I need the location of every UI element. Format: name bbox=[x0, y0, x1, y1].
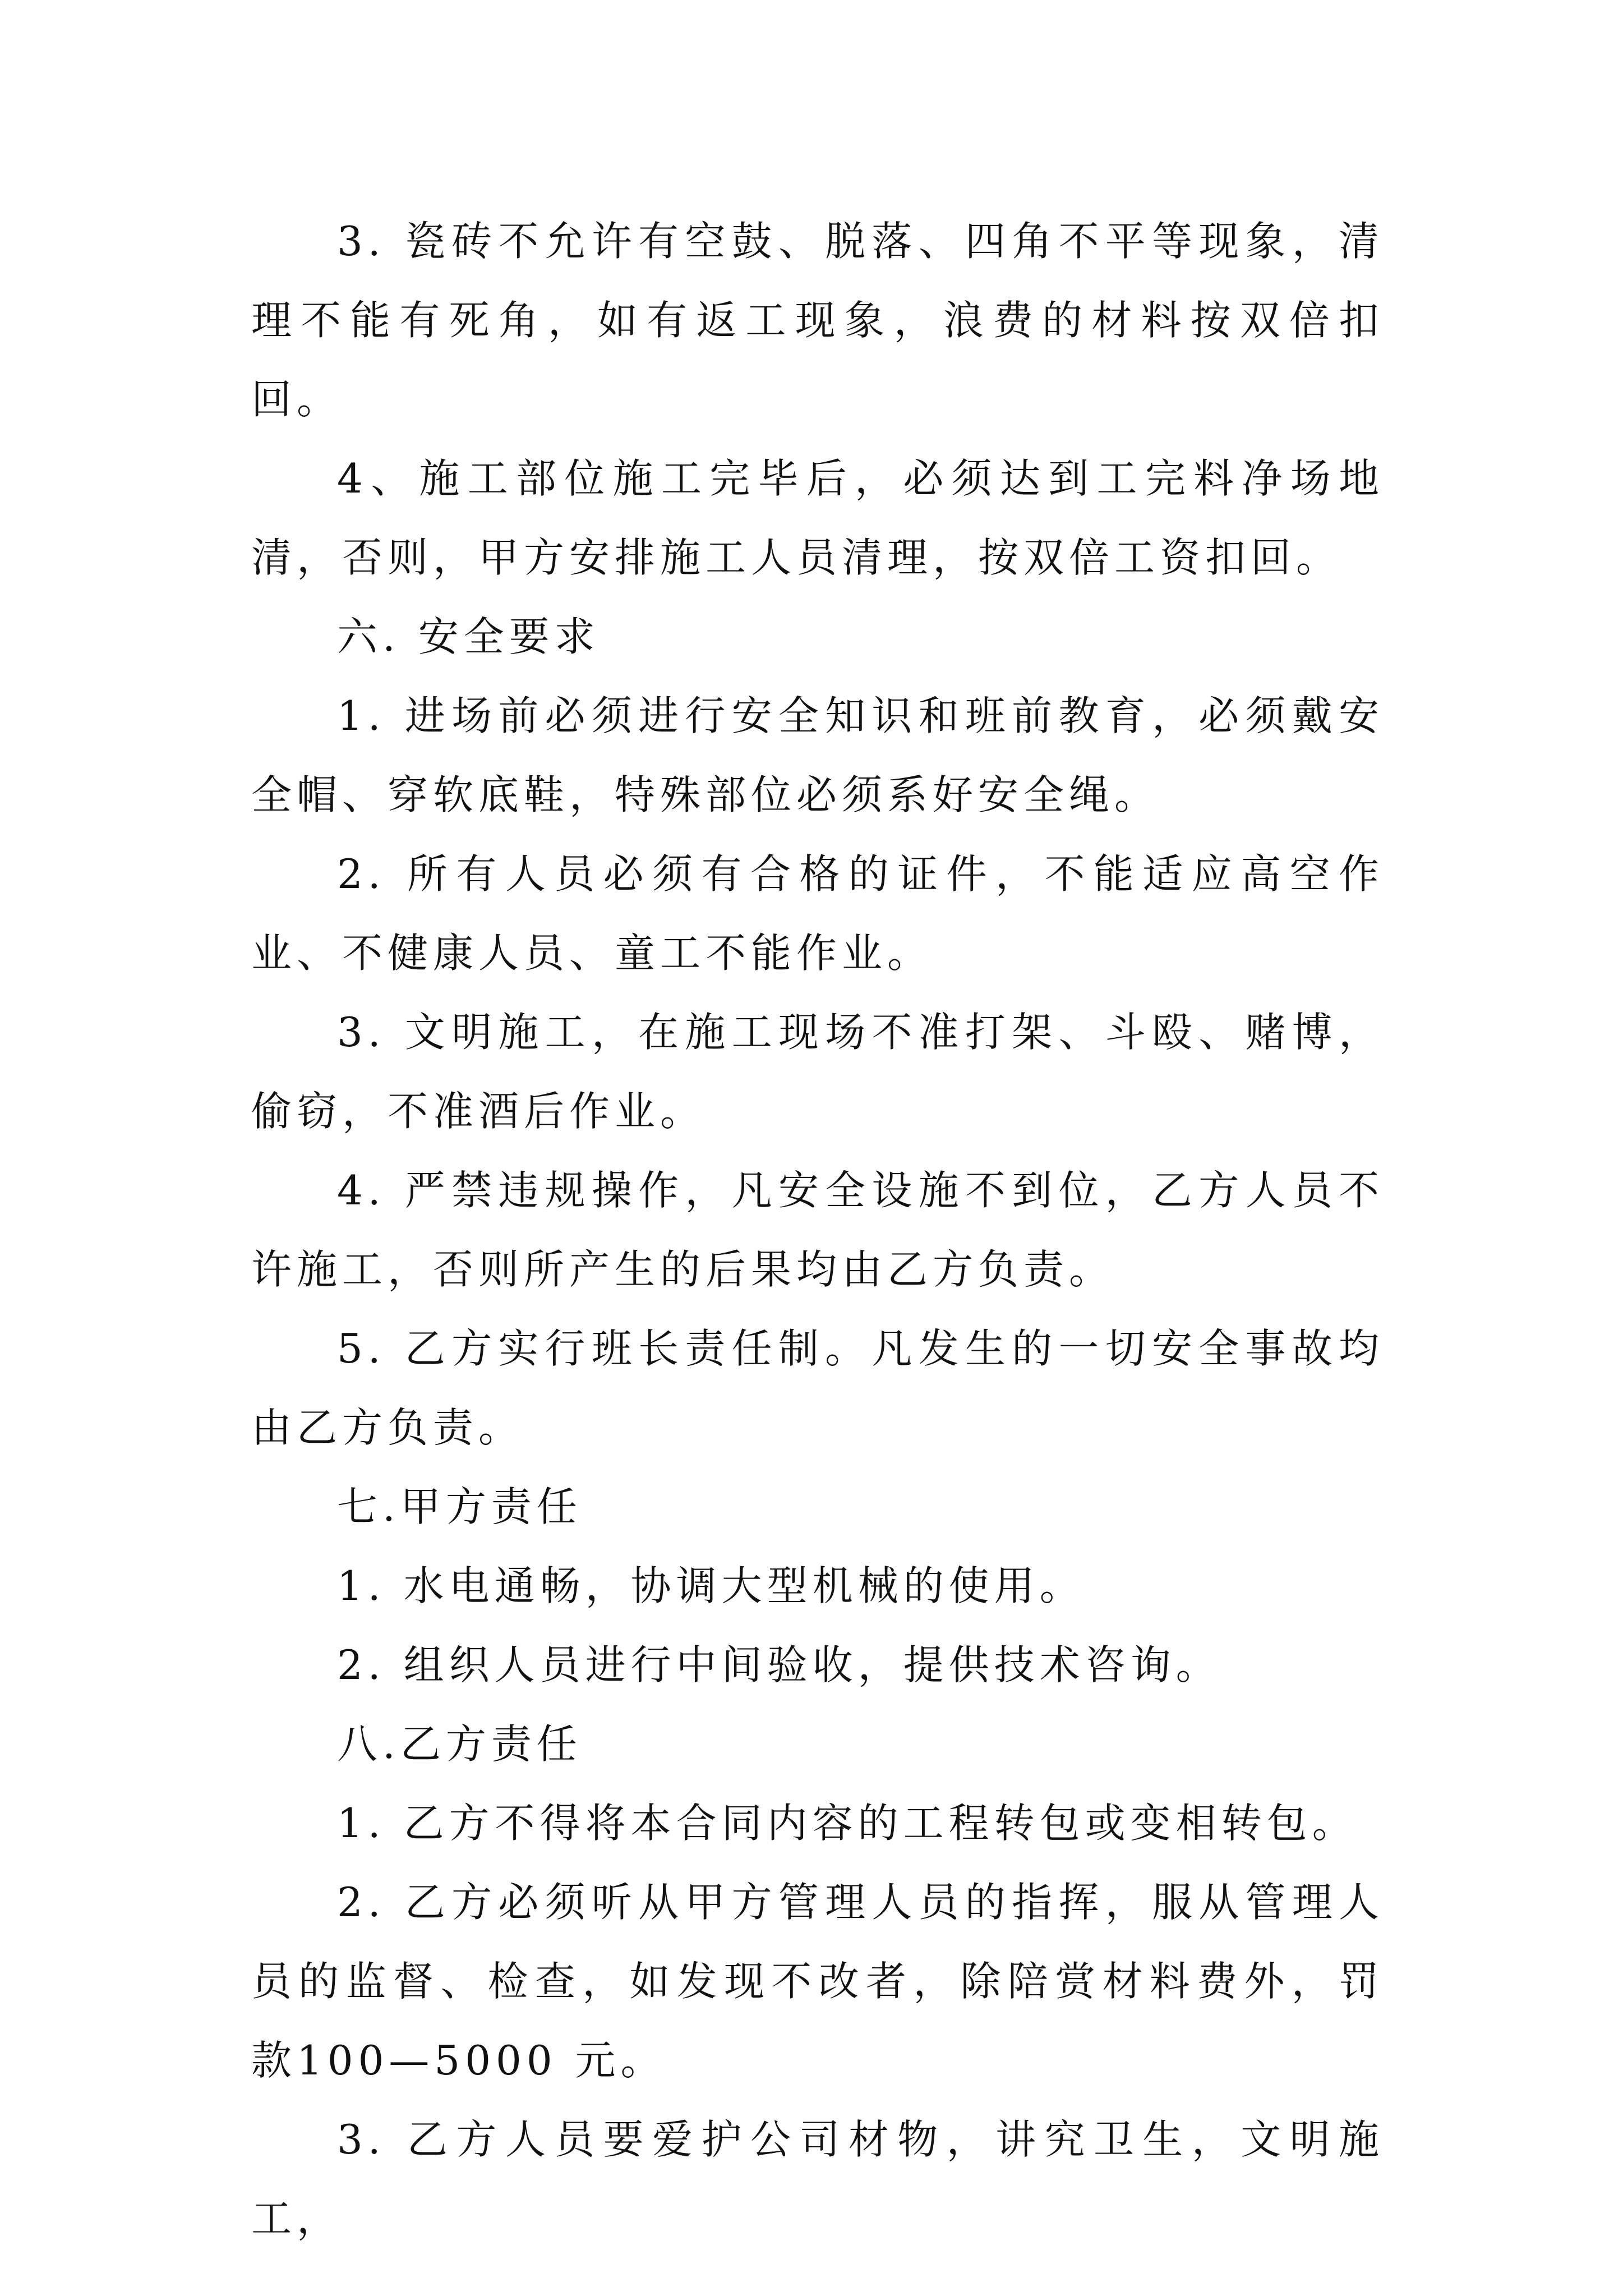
paragraph-no-violations: 4. 严禁违规操作，凡安全设施不到位，乙方人员不许施工，否则所产生的后果均由乙方负责。 bbox=[251, 1167, 1384, 1293]
paragraph-team-leader-responsibility: 5. 乙方实行班长责任制。凡发生的一切安全事故均由乙方负责。 bbox=[251, 1325, 1384, 1451]
paragraph-tile-requirements: 3. 瓷砖不允许有空鼓、脱落、四角不平等现象，清理不能有死角，如有返工现象，浪费的材料按双倍扣回。 bbox=[251, 218, 1384, 423]
paragraph-safety-education: 1. 进场前必须进行安全知识和班前教育，必须戴安全帽、穿软底鞋，特殊部位必须系好安全绳。 bbox=[251, 692, 1384, 818]
paragraph-civilized-construction: 3. 文明施工，在施工现场不准打架、斗殴、赌博，偷窃，不准酒后作业。 bbox=[251, 1009, 1384, 1135]
paragraph-care-for-materials: 3. 乙方人员要爱护公司材物，讲究卫生，文明施工， bbox=[251, 2116, 1384, 2242]
paragraph-obey-management: 2. 乙方必须听从甲方管理人员的指挥，服从管理人员的监督、检查，如发现不改者，除陪赏材料费外，罚款100—5000 元。 bbox=[251, 1879, 1384, 2084]
paragraph-inspection-consulting: 2. 组织人员进行中间验收，提供技术咨询。 bbox=[337, 1641, 1221, 1688]
paragraph-site-cleanup: 4、施工部位施工完毕后，必须达到工完料净场地清，否则，甲方安排施工人员清理，按双倍工资扣回。 bbox=[251, 455, 1384, 581]
paragraph-utilities-machinery: 1. 水电通畅，协调大型机械的使用。 bbox=[337, 1562, 1085, 1609]
section-heading-safety-requirements: 六. 安全要求 bbox=[337, 613, 600, 660]
section-heading-party-b-responsibility: 八.乙方责任 bbox=[337, 1720, 582, 1768]
paragraph-personnel-certificates: 2. 所有人员必须有合格的证件，不能适应高空作业、不健康人员、童工不能作业。 bbox=[251, 850, 1384, 977]
document-body bbox=[251, 202, 1384, 2258]
paragraph-no-subcontracting: 1. 乙方不得将本合同内容的工程转包或变相转包。 bbox=[337, 1800, 1358, 1847]
section-heading-party-a-responsibility: 七.甲方责任 bbox=[337, 1483, 582, 1530]
